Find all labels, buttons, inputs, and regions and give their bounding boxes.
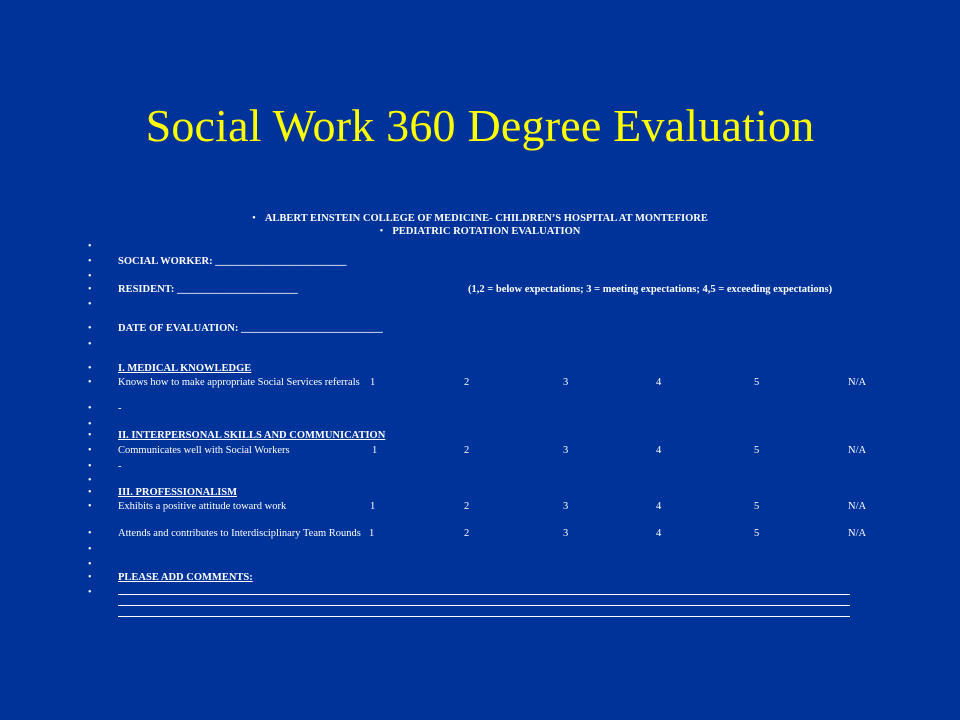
rating-option-3[interactable]: 3 [563, 377, 569, 388]
rating-option-2[interactable]: 2 [464, 445, 470, 456]
form-subtitle-text: PEDIATRIC ROTATION EVALUATION [392, 226, 581, 237]
bullet: • [88, 323, 92, 334]
item-label: Knows how to make appropriate Social Services referrals [118, 377, 360, 388]
comment-line-3[interactable] [118, 616, 850, 617]
bullet: • [88, 271, 92, 282]
rating-option-3[interactable]: 3 [563, 528, 569, 539]
bullet: • [88, 363, 92, 374]
rating-option-4[interactable]: 4 [656, 501, 662, 512]
rating-option-4[interactable]: 4 [656, 445, 662, 456]
rating-option-1[interactable]: 1 [369, 528, 375, 539]
rating-option-2[interactable]: 2 [464, 501, 470, 512]
section-heading-interpersonal: II. INTERPERSONAL SKILLS AND COMMUNICATION [118, 430, 386, 441]
rating-option-1[interactable]: 1 [372, 445, 378, 456]
rating-scale-note: (1,2 = below expectations; 3 = meeting expectations; 4,5 = exceeding expectations) [468, 284, 833, 295]
resident-field[interactable]: RESIDENT: _______________________ [118, 284, 298, 295]
bullet: • [88, 377, 92, 388]
rating-option-na[interactable]: N/A [848, 501, 867, 512]
rating-row [88, 527, 888, 540]
rating-row [88, 444, 888, 457]
bullet: • [88, 487, 92, 498]
slide-title: Social Work 360 Degree Evaluation [145, 100, 815, 151]
date-of-evaluation-field[interactable]: DATE OF EVALUATION: ___________________________ [118, 323, 383, 334]
bullet: • [88, 461, 92, 472]
comments-label: PLEASE ADD COMMENTS: [118, 572, 253, 583]
bullet: • [88, 587, 92, 598]
item-label: Exhibits a positive attitude toward work [118, 501, 287, 512]
bullet: • [88, 299, 92, 310]
rating-option-na[interactable]: N/A [848, 377, 867, 388]
bullet: • [88, 256, 92, 267]
bullet: • [88, 572, 92, 583]
bullet: • [88, 419, 92, 430]
rating-option-2[interactable]: 2 [464, 528, 470, 539]
form-subtitle [0, 225, 960, 238]
rating-option-3[interactable]: 3 [563, 445, 569, 456]
section-heading-medical-knowledge: I. MEDICAL KNOWLEDGE [118, 363, 252, 374]
rating-row [88, 500, 888, 513]
rating-option-na[interactable]: N/A [848, 528, 867, 539]
bullet: • [88, 430, 92, 441]
bullet: • [88, 544, 92, 555]
bullet: • [88, 445, 92, 456]
rating-option-5[interactable]: 5 [754, 501, 760, 512]
bullet: • [88, 501, 92, 512]
bullet: • [88, 559, 92, 570]
item-label: Communicates well with Social Workers [118, 445, 290, 456]
bullet: • [88, 241, 92, 252]
bullet: • [88, 284, 92, 295]
bullet: • [88, 475, 92, 486]
section-heading-professionalism: III. PROFESSIONALISM [118, 487, 238, 498]
bullet: • [379, 226, 384, 237]
bullet: • [252, 213, 256, 224]
rating-option-1[interactable]: 1 [370, 501, 376, 512]
dash-mark: - [118, 403, 122, 414]
item-label: Attends and contributes to Interdisciplinary Team Rounds [118, 528, 361, 539]
bullet: • [88, 528, 92, 539]
rating-option-4[interactable]: 4 [656, 528, 662, 539]
rating-option-5[interactable]: 5 [754, 445, 760, 456]
comment-line-1[interactable] [118, 594, 850, 595]
dash-mark: - [118, 461, 122, 472]
rating-option-2[interactable]: 2 [464, 377, 470, 388]
social-worker-field[interactable]: SOCIAL WORKER: _________________________ [118, 256, 347, 267]
rating-row [88, 376, 888, 389]
rating-option-5[interactable]: 5 [754, 528, 760, 539]
bullet: • [88, 403, 92, 414]
rating-option-3[interactable]: 3 [563, 501, 569, 512]
rating-option-5[interactable]: 5 [754, 377, 760, 388]
rating-option-1[interactable]: 1 [370, 377, 376, 388]
institution-name: ALBERT EINSTEIN COLLEGE OF MEDICINE- CHILDREN’S HOSPITAL AT MONTEFIORE [264, 213, 708, 224]
institution-header [0, 212, 960, 225]
bullet: • [88, 339, 92, 350]
rating-option-4[interactable]: 4 [656, 377, 662, 388]
comment-line-2[interactable] [118, 605, 850, 606]
rating-option-na[interactable]: N/A [848, 445, 867, 456]
